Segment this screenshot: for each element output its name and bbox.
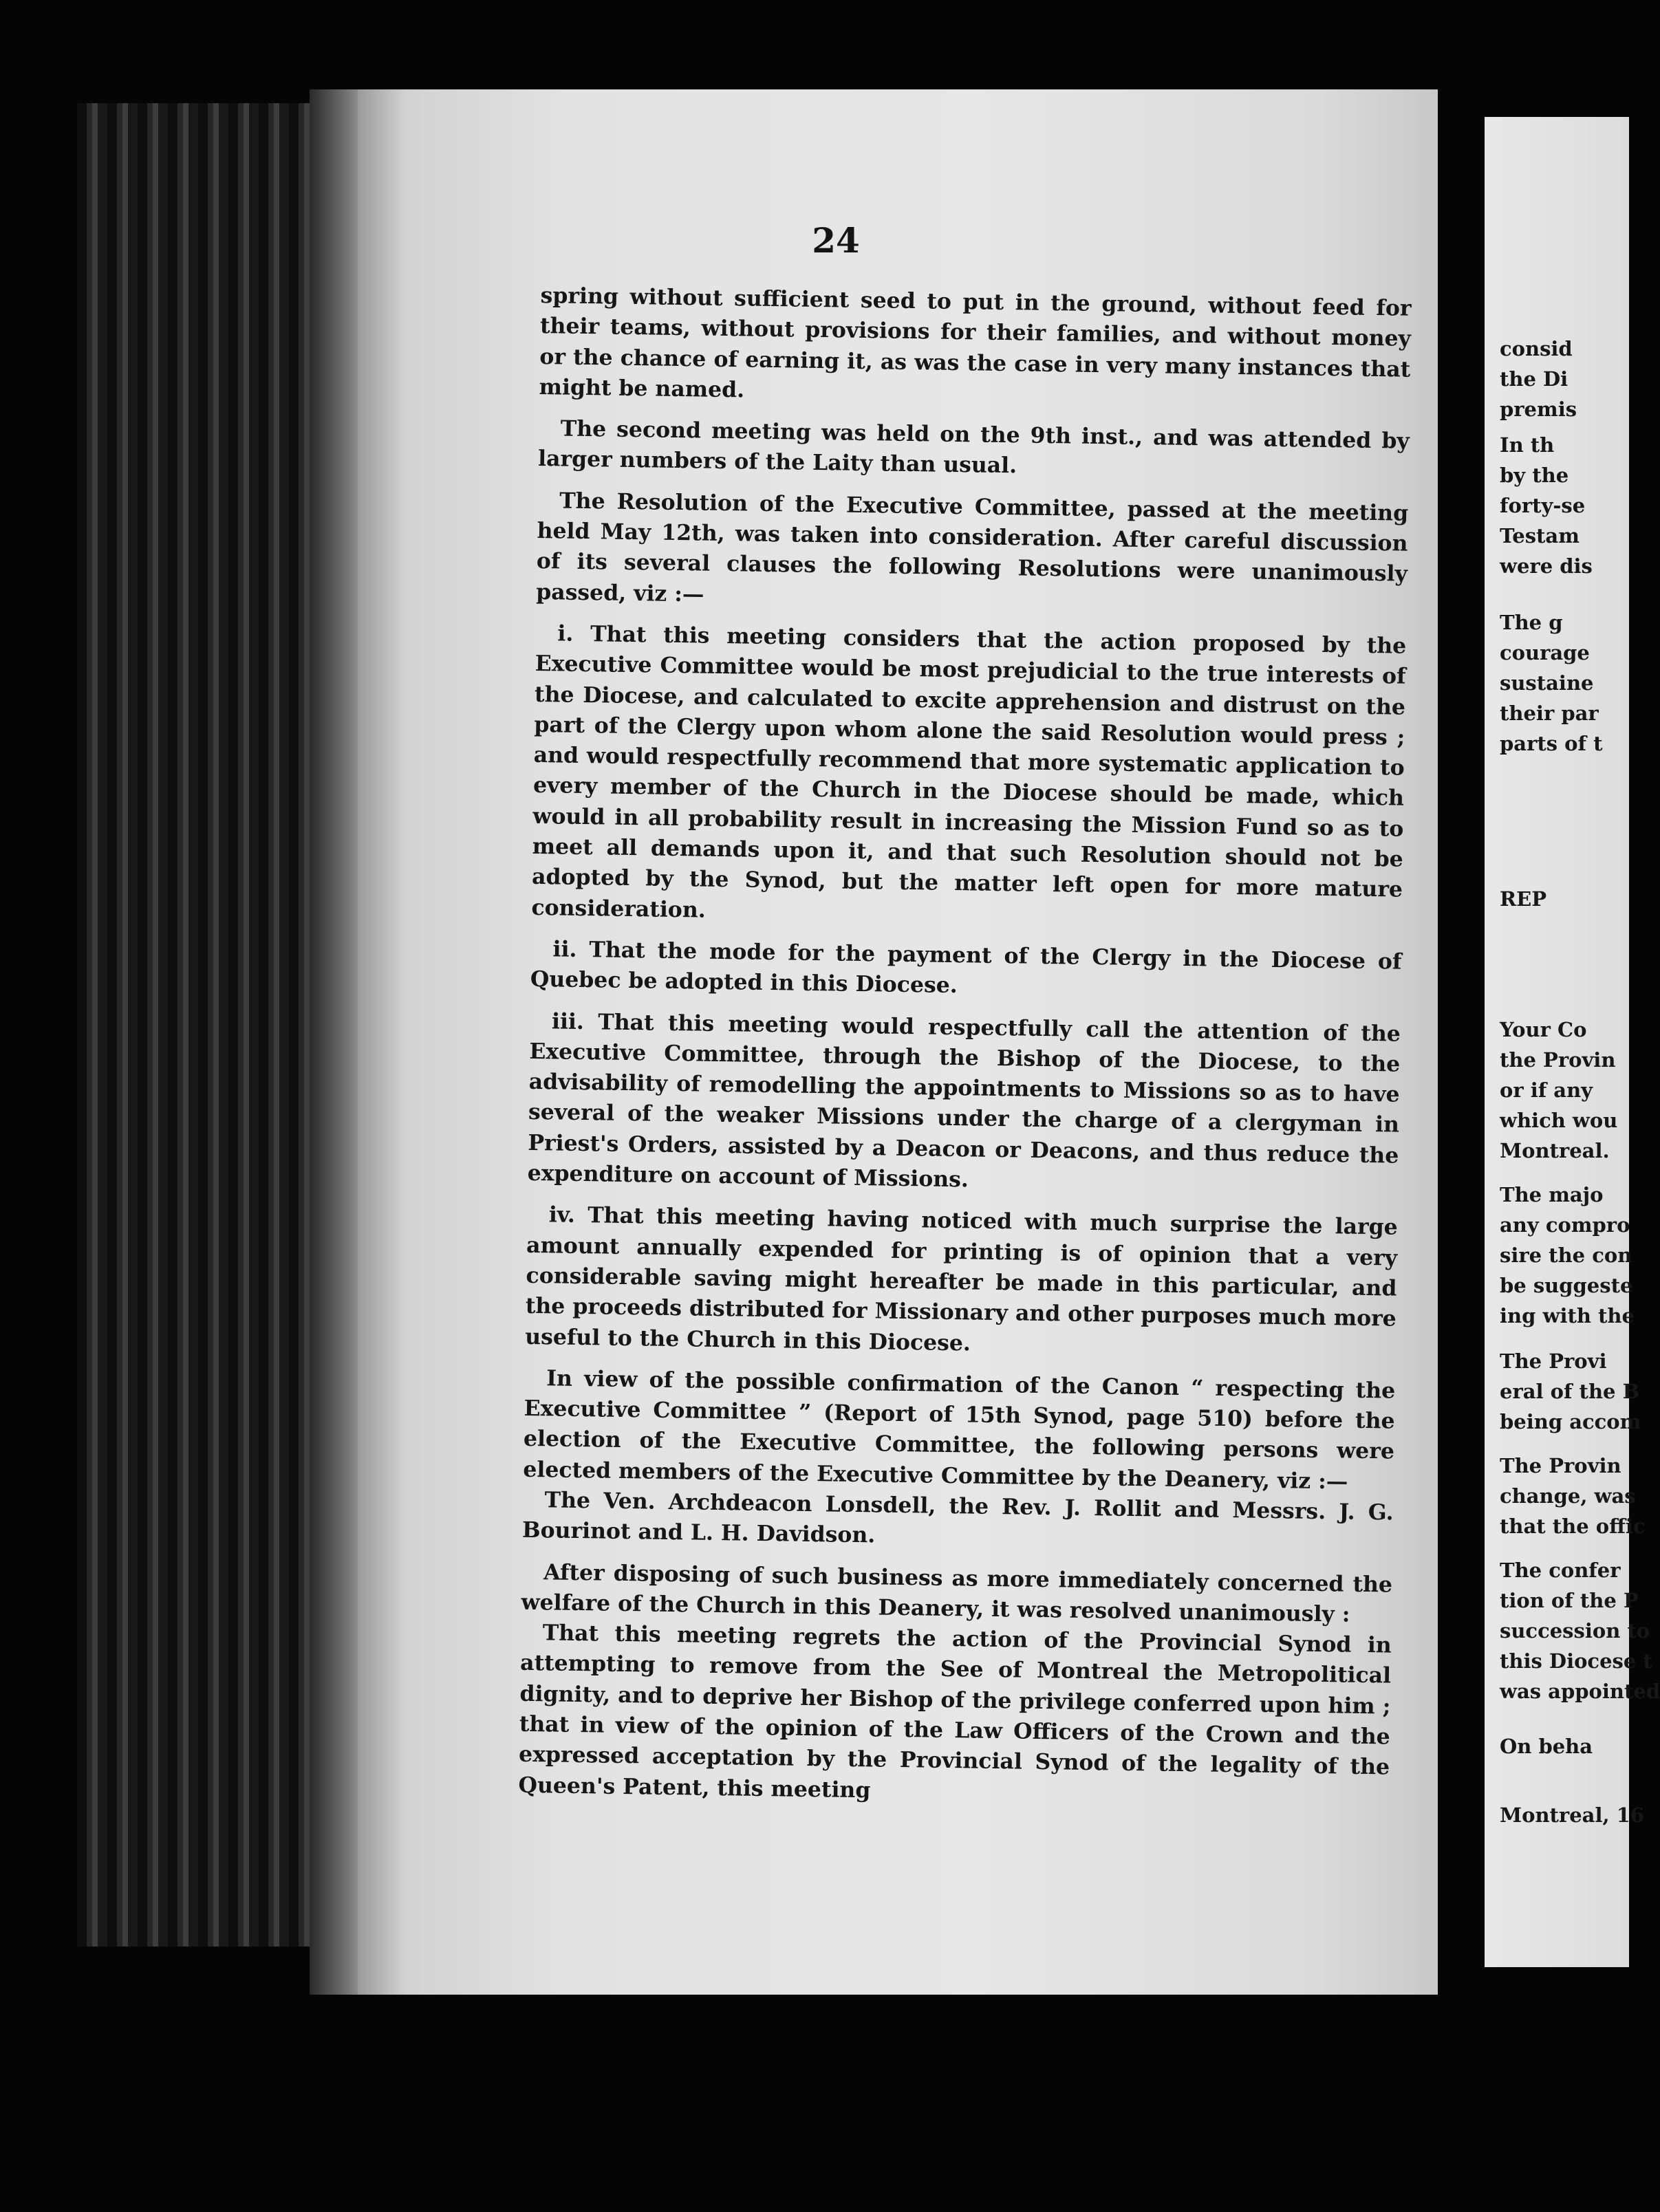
facing-line: their par	[1500, 702, 1599, 725]
facing-line: The majo	[1500, 1183, 1604, 1206]
facing-line: by the	[1500, 464, 1569, 487]
facing-line: the Di	[1500, 367, 1569, 391]
facing-line: this Diocese t	[1500, 1649, 1652, 1673]
paragraph-after-disposing: After disposing of such business as more immediately concerned the welfare of the Church in this Deanery, it was resolved unanimously :	[521, 1559, 1393, 1627]
paragraph-canon: In view of the possible confirmation of the Canon “ respecting the Executive Committee ” (Report of 15th Synod, page 510) before the election of the Executive Committee, the following persons were elected members of the Executive Committee by the Deanery, viz :—	[523, 1365, 1396, 1495]
facing-line: On beha	[1500, 1735, 1593, 1758]
facing-line: eral of the B	[1500, 1380, 1640, 1403]
facing-line: Your Co	[1500, 1018, 1587, 1041]
facing-line: any compro	[1500, 1213, 1630, 1237]
facing-line: forty-se	[1500, 494, 1586, 517]
facing-line: or if any	[1500, 1078, 1593, 1102]
facing-line: The g	[1500, 611, 1563, 634]
facing-section-heading: REP	[1500, 887, 1547, 911]
facing-line: In th	[1500, 433, 1555, 457]
book-page-edges	[77, 103, 325, 1947]
facing-line: The Provi	[1500, 1349, 1607, 1373]
paragraph-provincial-synod: That this meeting regrets the action of the Provincial Synod in attempting to remove from the See of Montreal the Metropolitical dignity, and to deprive her Bishop of the privilege conferred upon him ; that in view of the opinion of the Law Officers of the Crown and the expressed acceptation by the Provincial Synod of the legality of the Queen's Patent, this meeting	[518, 1620, 1392, 1803]
facing-line: courage	[1500, 641, 1590, 664]
page-body	[518, 281, 1412, 1824]
facing-line: being accom	[1500, 1410, 1641, 1433]
book-gutter	[310, 89, 365, 1995]
facing-line: parts of t	[1500, 732, 1603, 755]
left-page	[358, 89, 1438, 1995]
paragraph-continuation: spring without sufficient seed to put in the ground, without feed for their teams, without provisions for their families, and without money or the chance of earning it, as was the case in very many instances that might be named.	[539, 282, 1412, 403]
facing-line: was appointed	[1500, 1680, 1660, 1703]
resolution-iii: iii. That this meeting would respectfully call the attention of the Executive Committee, through the Bishop of the Diocese, to the advisability of remodelling the appointments to Missions so as to have several of the weaker Missions under the charge of a clergyman in Priest's Orders, assisted by a Deacon or Deacons, and thus reduce the expenditure on account of Missions.	[527, 1008, 1401, 1193]
facing-page	[1485, 117, 1660, 1967]
facing-line: the Provin	[1500, 1048, 1616, 1072]
facing-line: premis	[1500, 398, 1577, 421]
facing-line: sire the con	[1500, 1244, 1632, 1267]
page-number: 24	[812, 220, 860, 261]
facing-line: that the offic	[1500, 1515, 1646, 1538]
resolution-i: i. That this meeting considers that the action proposed by the Executive Committee would be most prejudicial to the true interests of the Diocese, and calculated to excite apprehension and distrust on the part of the Clergy upon whom alone the said Resolution would press ; and would respectfully recommend that more systematic application to every member of the Church in the Diocese should be made, which would in all probability result in increasing the Mission Fund so as to meet all demands upon it, and that such Resolution should not be adopted by the Synod, but the matter left open for more mature consideration.	[531, 620, 1407, 923]
facing-line: The Provin	[1500, 1454, 1621, 1477]
facing-line: which wou	[1500, 1109, 1618, 1132]
facing-line: consid	[1500, 337, 1573, 360]
facing-line: tion of the P	[1500, 1589, 1639, 1612]
facing-line: Montreal.	[1500, 1139, 1610, 1162]
facing-line: were dis	[1500, 554, 1593, 578]
facing-line: Montreal, 16	[1500, 1803, 1645, 1827]
facing-line: change, was	[1500, 1484, 1636, 1508]
paragraph-elected-members: The Ven. Archdeacon Lonsdell, the Rev. J. Rollit and Messrs. J. G. Bourinot and L. H. Davidson.	[521, 1487, 1394, 1548]
facing-line: succession to	[1500, 1619, 1650, 1642]
facing-line: sustaine	[1500, 671, 1594, 695]
facing-line: Testam	[1500, 524, 1580, 547]
facing-line: The confer	[1500, 1559, 1621, 1582]
paragraph-resolution-intro: The Resolution of the Executive Committee, passed at the meeting held May 12th, was taken into consideration. After careful discussion of its several clauses the following Resolutions were unanimously passed, viz :—	[536, 488, 1409, 607]
resolution-ii: ii. That the mode for the payment of the Clergy in the Diocese of Quebec be adopted in this Diocese.	[530, 936, 1402, 999]
paragraph-second-meeting: The second meeting was held on the 9th inst., and was attended by larger numbers of the Laity than usual.	[537, 415, 1410, 479]
facing-line: ing with the	[1500, 1304, 1635, 1327]
facing-line: be suggeste	[1500, 1274, 1633, 1297]
resolution-iv: iv. That this meeting having noticed with much surprise the large amount annually expended for printing is of opinion that a very considerable saving might hereafter be made in this particular, and the proceeds distributed for Missionary and other purposes much more useful to the Church in this Diocese.	[524, 1202, 1398, 1356]
